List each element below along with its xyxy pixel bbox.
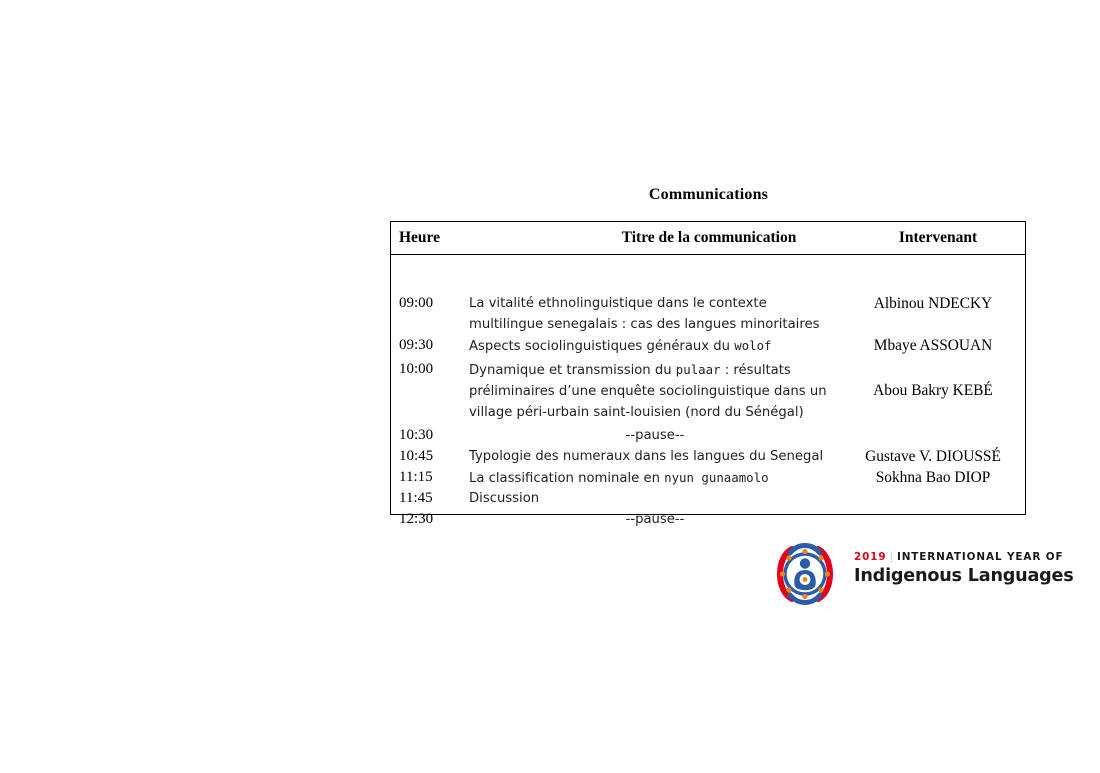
cell-speaker: Gustave V. DIOUSSÉ [865,448,1001,465]
cell-speaker: Abou Bakry KEBÉ [873,382,993,399]
cell-title [469,359,839,423]
title-text: La classification nominale en [469,471,665,486]
logo-year: 2019 [854,551,887,563]
cell-title: Discussion [469,491,540,506]
cell-time: 12:30 [399,511,434,527]
cell-speaker: Mbaye ASSOUAN [873,337,993,354]
page-title: Communications [648,186,769,203]
cell-title: --pause-- [625,428,685,443]
logo-line-2: Indigenous Languages [854,566,1074,586]
column-header-time: Heure [399,229,441,246]
logo-wordmark [854,551,1074,586]
cell-title [469,293,839,335]
indigenous-languages-emblem-icon [768,537,842,611]
logo-separator: | [889,551,894,563]
title-term-mono: wolof [734,338,772,353]
title-text: Aspects sociolinguistiques généraux du [469,339,735,354]
title-text: Dynamique et transmission du [469,363,676,378]
table-body [391,255,1025,527]
cell-speaker: Albinou NDECKY [873,295,993,312]
iyil-2019-logo [768,537,1074,611]
cell-time: 10:30 [399,427,434,443]
title-line-1: La vitalité ethnolinguistique dans le contexte [469,296,767,311]
cell-time: 10:45 [399,448,434,464]
title-line-2: multilingue senegalais : cas des langues minoritaires [469,317,820,332]
cell-title: Typologie des numeraux dans les langues du Senegal [469,449,824,464]
title-term-mono: nyun gunaamolo [664,470,769,485]
column-header-speaker: Intervenant [898,229,978,246]
cell-title [469,467,839,489]
title-term-mono: pulaar [675,362,721,377]
title-text-post: : résultats [720,363,791,378]
communications-table [390,221,1026,527]
title-line-2: préliminaires d’une enquête sociolinguistique dans un [469,384,827,399]
cell-time: 09:30 [399,337,434,353]
table-header-row [391,222,1025,255]
cell-speaker: Sokhna Bao DIOP [875,469,991,486]
cell-time: 10:00 [399,361,434,377]
cell-time: 11:45 [399,490,433,506]
title-line-3: village péri-urbain saint-louisien (nord du Sénégal) [469,405,804,420]
logo-line-1 [854,551,1064,563]
cell-title [469,335,839,357]
cell-time: 09:00 [399,295,434,311]
cell-time: 11:15 [399,469,433,485]
column-header-title: Titre de la communication [621,229,797,246]
cell-title: --pause-- [625,512,685,527]
logo-subtitle: INTERNATIONAL YEAR OF [896,551,1064,563]
